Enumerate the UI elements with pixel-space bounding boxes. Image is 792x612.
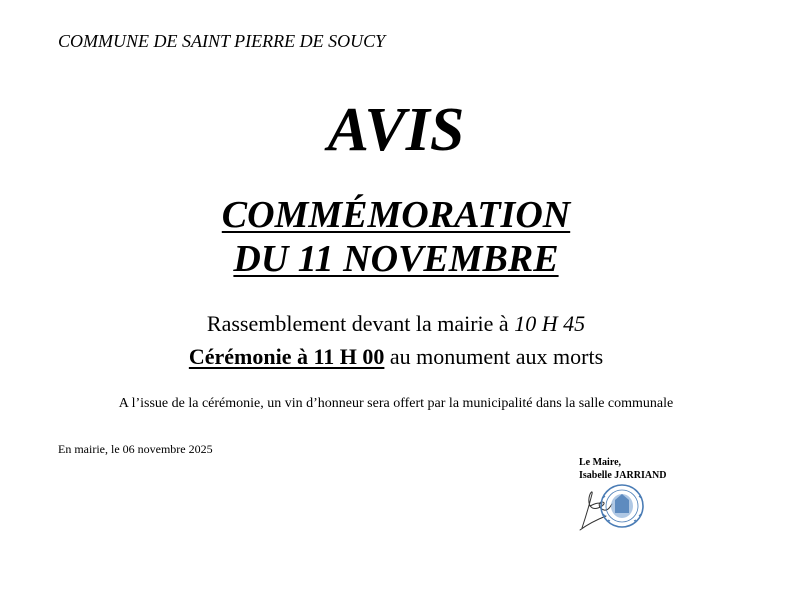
rassemblement-text: Rassemblement devant la mairie à — [206, 311, 515, 336]
ceremonie-line — [0, 343, 792, 371]
subtitle-line-2 — [0, 238, 792, 280]
signature-and-seal — [576, 480, 648, 534]
vin-d-honneur-notice: A l’issue de la cérémonie, un vin d’honneur sera offert par la municipalité dans la salle communale — [118, 396, 674, 411]
signature-block — [579, 456, 667, 482]
signatory-name: Isabelle JARRIAND — [579, 470, 667, 481]
subtitle-line-2-text: DU 11 NOVEMBRE — [233, 238, 559, 280]
subtitle-line-1 — [0, 194, 792, 236]
signatory-title: Le Maire, — [579, 457, 622, 468]
commune-header: COMMUNE DE SAINT PIERRE DE SOUCY — [58, 31, 386, 51]
rassemblement-time: 10 H 45 — [514, 311, 586, 336]
issue-date: En mairie, le 06 novembre 2025 — [58, 442, 213, 456]
ceremonie-time: Cérémonie à 11 H 00 — [188, 344, 385, 369]
notice-title: AVIS — [327, 96, 465, 164]
ceremonie-location: au monument aux morts — [384, 344, 604, 369]
subtitle-line-1-text: COMMÉMORATION — [221, 194, 571, 236]
mairie-seal-icon — [601, 485, 643, 527]
rassemblement-line — [0, 310, 792, 338]
